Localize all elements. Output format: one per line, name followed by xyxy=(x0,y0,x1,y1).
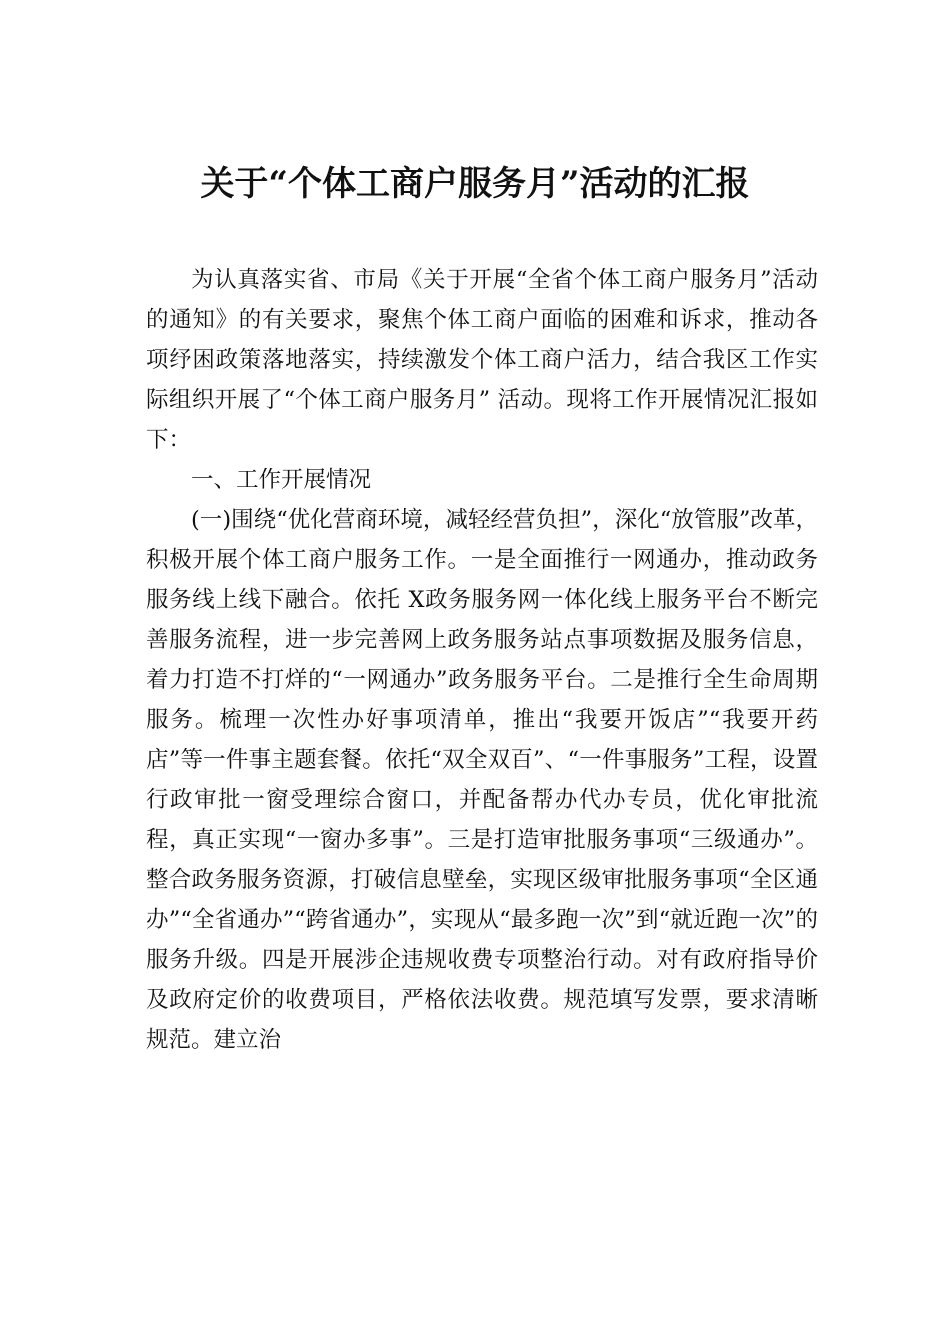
document-body xyxy=(146,260,818,1060)
section-heading: 一、工作开展情况 xyxy=(191,467,372,493)
intro-paragraph: 为认真落实省、市局《关于开展“全省个体工商户服务月”活动的通知》的有关要求，聚焦个体工商户面临的困难和诉求，推动各项纾困政策落地落实，持续激发个体工商户活力，结合我区工作实际组织开展了“个体工商户服务月” 活动。现将工作开展情况汇报如下： xyxy=(146,267,818,453)
document-title: 关于“个体工商户服务月”活动的汇报 xyxy=(200,164,750,204)
section-paragraph: (一)围绕“优化营商环境，减轻经营负担”，深化“放管服”改革，积极开展个体工商户服务工作。一是全面推行一网通办，推动政务服务线上线下融合。依托 X政务服务网一体化线上服务平台不断完善服务流程，进一步完善网上政务服务站点事项数据及服务信息，着力打造不打烊的“一网通办”政务服务平台。二是推行全生命周期服务。梳理一次性办好事项清单，推出“我要开饭店”“我要开药店”等一件事主题套餐。依托“双全双百”、“一件事服务”工程，设置行政审批一窗受理综合窗口，并配备帮办代办专员，优化审批流程，真正实现“一窗办多事”。三是打造审批服务事项“三级通办”。整合政务服务资源，打破信息壁垒，实现区级审批服务事项“全区通办”“全省通办”“跨省通办”，实现从“最多跑一次”到“就近跑一次”的服务升级。四是开展涉企违规收费专项整治行动。对有政府指导价及政府定价的收费项目，严格依法收费。规范填写发票，要求清晰规范。建立治 xyxy=(146,507,818,1053)
